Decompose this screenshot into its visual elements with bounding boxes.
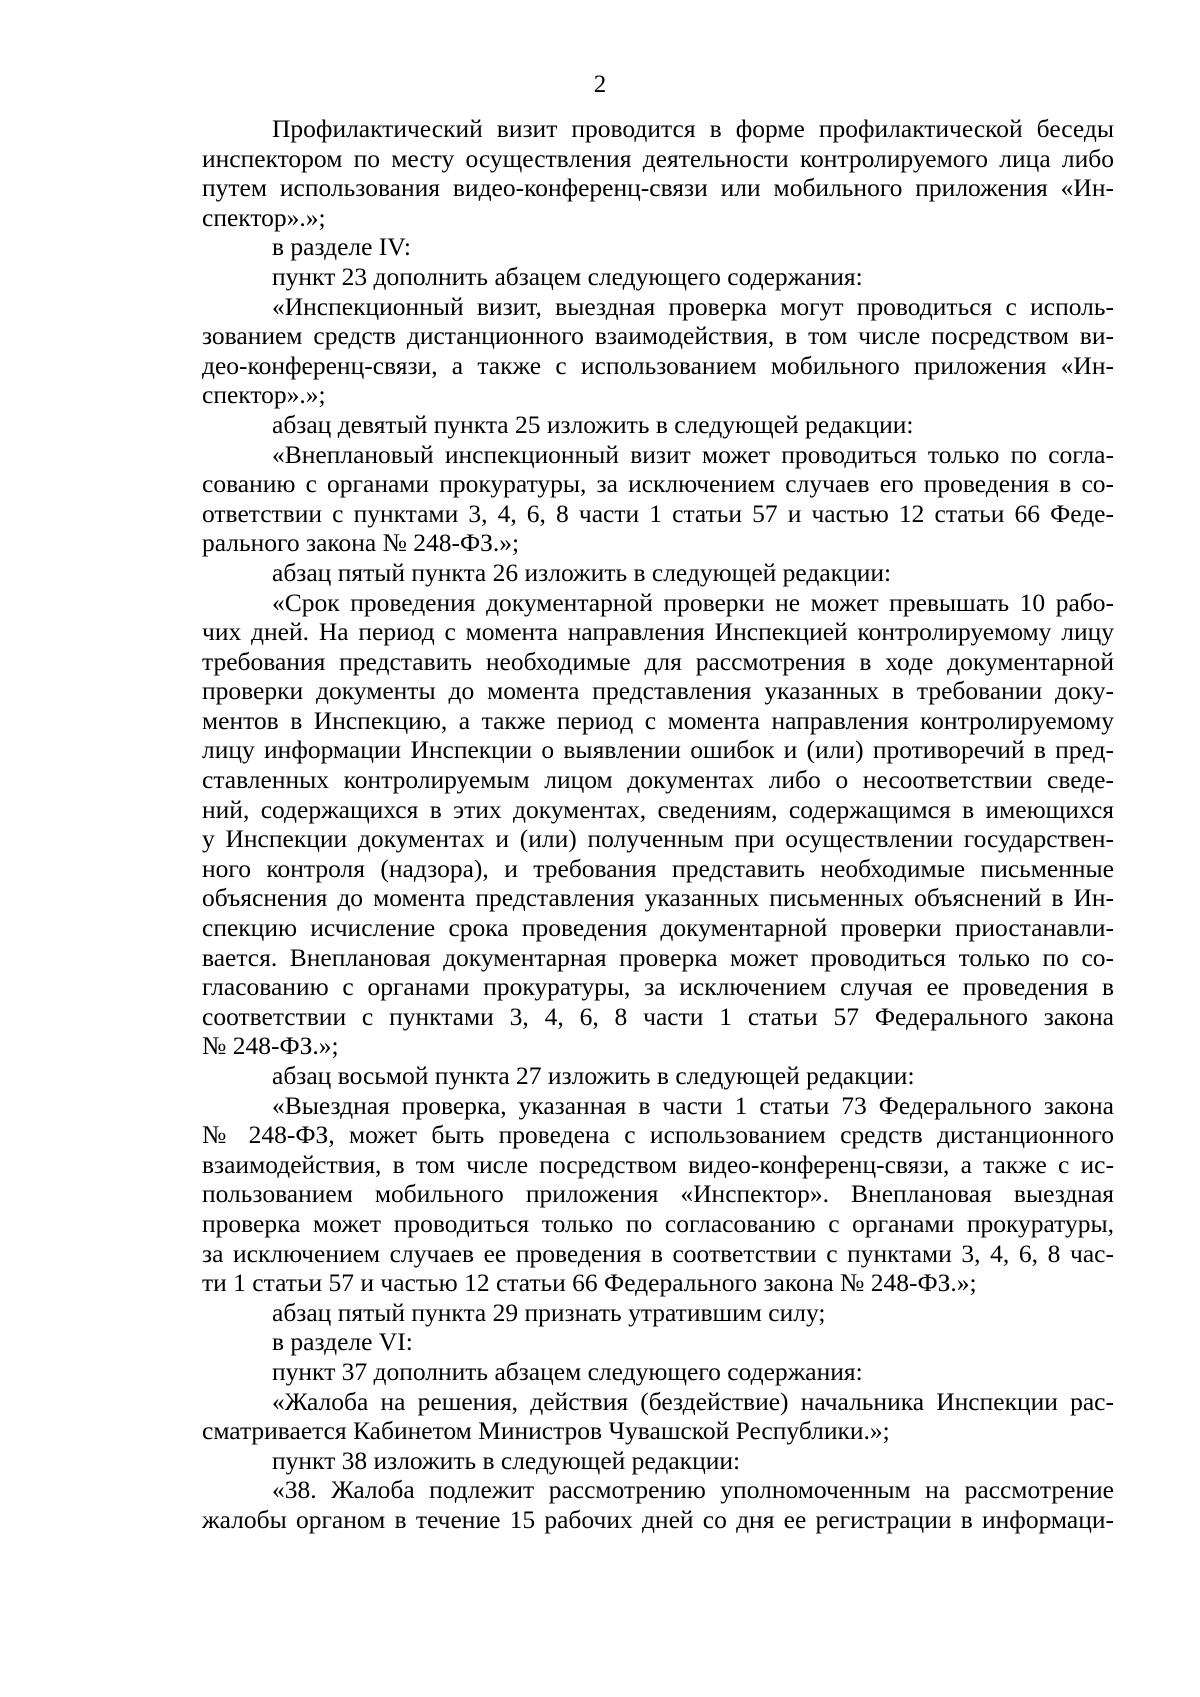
text-line: требования представить необходимые для рассмотрения в ходе документарной [202, 646, 1114, 676]
text-line: сованию с органами прокуратуры, за исключением случаев его проведения в со- [202, 469, 1114, 499]
text-line: сматривается Кабинетом Министров Чувашской Республики.»; [202, 1416, 890, 1446]
text-line: абзац пятый пункта 29 признать утратившим силу; [272, 1297, 826, 1327]
text-line: пользованием мобильного приложения «Инспектор». Внеплановая выездная [202, 1179, 1114, 1209]
text-line: абзац восьмой пункта 27 изложить в следующей редакции: [272, 1061, 915, 1090]
text-line: «38. Жалоба подлежит рассмотрению уполномоченным на рассмотрение [272, 1475, 1114, 1505]
text-line: № 248-ФЗ, может быть проведена с использованием средств дистанционного [202, 1120, 1114, 1150]
text-line: вается. Внеплановая документарная проверка может проводиться только по со- [202, 942, 1114, 972]
text-line: пункт 23 дополнить абзацем следующего содержания: [272, 261, 863, 291]
text-line: «Срок проведения документарной проверки не может превышать 10 рабо- [272, 587, 1114, 617]
text-line: пункт 37 дополнить абзацем следующего содержания: [272, 1356, 863, 1386]
text-line: абзац девятый пункта 25 изложить в следующей редакции: [272, 409, 914, 439]
text-line: путем использования видео-конференц-связи или мобильного приложения «Ин- [202, 173, 1114, 203]
text-line: чих дней. На период с момента направления Инспекцией контролируемому лицу [202, 617, 1114, 647]
text-line: пункт 38 изложить в следующей редакции: [272, 1445, 741, 1475]
text-line: «Выездная проверка, указанная в части 1 статьи 73 Федерального закона [272, 1090, 1114, 1120]
text-line: гласованию с органами прокуратуры, за исключением случая ее проведения в [202, 972, 1114, 1002]
text-line: зованием средств дистанционного взаимодействия, в том числе посредством ви- [202, 321, 1114, 351]
text-line: объяснения до момента представления указанных письменных объяснений в Ин- [202, 883, 1114, 913]
text-line: ставленных контролируемым лицом документах либо о несоответствии сведе- [202, 765, 1114, 795]
text-line: у Инспекции документах и (или) полученным при осуществлении государствен- [202, 824, 1114, 854]
text-line: в разделе IV: [272, 232, 411, 262]
text-line: инспектором по месту осуществления деятельности контролируемого лица либо [202, 143, 1114, 173]
text-line: спекцию исчисление срока проведения документарной проверки приостанавли- [202, 913, 1114, 943]
text-line: рального закона № 248-ФЗ.»; [202, 528, 520, 558]
text-line: ний, содержащихся в этих документах, сведениям, содержащимся в имеющихся [202, 794, 1114, 824]
text-line: жалобы органом в течение 15 рабочих дней со дня ее регистрации в информаци- [202, 1504, 1114, 1534]
text-line: «Жалоба на решения, действия (бездействие) начальника Инспекции рас- [272, 1386, 1114, 1416]
text-line: део-конференц-связи, а также с использованием мобильного приложения «Ин- [202, 350, 1114, 380]
text-line: спектор».»; [202, 202, 326, 232]
text-line: за исключением случаев ее проведения в соответствии с пунктами 3, 4, 6, 8 час- [202, 1238, 1114, 1268]
text-line: спектор».»; [202, 380, 326, 410]
text-line: «Инспекционный визит, выездная проверка могут проводиться с исполь- [272, 291, 1114, 321]
text-line: проверки документы до момента представления указанных в требовании доку- [202, 676, 1114, 706]
text-line: ментов в Инспекцию, а также период с момента направления контролируемому [202, 705, 1114, 735]
text-line: «Внеплановый инспекционный визит может проводиться только по согла- [272, 439, 1114, 469]
text-line: № 248-ФЗ.»; [202, 1031, 339, 1061]
text-line: ти 1 статьи 57 и частью 12 статьи 66 Федерального закона № 248-ФЗ.»; [202, 1268, 977, 1298]
text-line: Профилактический визит проводится в форме профилактической беседы [272, 114, 1114, 143]
text-line: ного контроля (надзора), и требования представить необходимые письменные [202, 853, 1114, 883]
text-line: в разделе VI: [272, 1327, 413, 1357]
text-line: взаимодействия, в том числе посредством видео-конференц-связи, а также с ис- [202, 1149, 1114, 1179]
text-line: ответствии с пунктами 3, 4, 6, 8 части 1 статьи 57 и частью 12 статьи 66 Феде- [202, 498, 1114, 528]
text-line: абзац пятый пункта 26 изложить в следующей редакции: [272, 557, 892, 587]
document-body [202, 114, 1114, 1535]
page-number: 2 [593, 71, 607, 98]
text-line: лицу информации Инспекции о выявлении ошибок и (или) противоречий в пред- [202, 735, 1114, 765]
text-line: соответствии с пунктами 3, 4, 6, 8 части 1 статьи 57 Федерального закона [202, 1001, 1114, 1031]
text-line: проверка может проводиться только по согласованию с органами прокуратуры, [202, 1208, 1114, 1238]
